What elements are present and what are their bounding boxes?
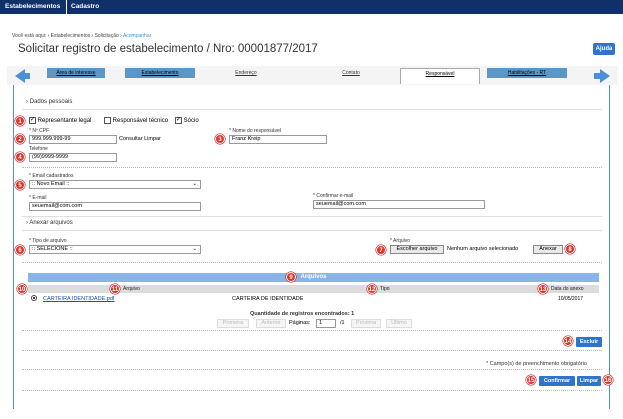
badge-3: 3 bbox=[215, 134, 225, 144]
tab-habilitacoes[interactable]: Habilitações - RT bbox=[487, 68, 567, 78]
cpf-label: * Nº CPF bbox=[29, 128, 50, 134]
row-tipo: CARTEIRA DE IDENTIDADE bbox=[232, 296, 304, 302]
escolher-arquivo-button[interactable]: Escolher arquivo bbox=[390, 245, 444, 254]
help-button[interactable]: Ajuda bbox=[593, 43, 615, 55]
tab-endereco[interactable]: Endereço bbox=[235, 70, 257, 76]
badge-1: 1 bbox=[15, 116, 25, 126]
first-page-button[interactable]: Primeira bbox=[217, 319, 249, 328]
excluir-button[interactable]: Excluir bbox=[576, 337, 602, 347]
section-anexar-arquivos[interactable]: › Anexar arquivos bbox=[26, 220, 73, 226]
next-page-button[interactable]: Próxima bbox=[351, 319, 381, 328]
section-anexar-label: Anexar arquivos bbox=[29, 220, 73, 226]
checkbox-representante-legal[interactable] bbox=[29, 117, 91, 124]
breadcrumb-link-1[interactable]: Estabelecimentos bbox=[50, 33, 91, 39]
tab-estabelecimento[interactable]: Estabelecimento bbox=[125, 68, 195, 78]
checkbox-unchecked-icon[interactable] bbox=[104, 117, 111, 124]
badge-11: 11 bbox=[110, 284, 120, 294]
dotted-divider bbox=[22, 330, 602, 331]
arquivo-label: * Arquivo bbox=[390, 238, 411, 244]
badge-6: 6 bbox=[15, 245, 25, 255]
select-value: :: SELECIONE :: bbox=[32, 246, 73, 252]
chevron-down-icon: ⌄ bbox=[192, 181, 197, 187]
dotted-divider bbox=[22, 369, 602, 370]
email-cadastrados-select[interactable] bbox=[29, 180, 201, 189]
badge-10: 10 bbox=[17, 284, 27, 294]
badge-15: 15 bbox=[526, 375, 536, 385]
checkbox-label: Sócio bbox=[183, 118, 199, 125]
nome-label: * Nome do responsável bbox=[229, 128, 281, 134]
select-value: :: Novo Email :: bbox=[32, 181, 70, 187]
divider bbox=[22, 109, 602, 110]
col-data[interactable]: Data do anexo bbox=[551, 286, 584, 292]
breadcrumb-link-2[interactable]: Solicitação bbox=[94, 33, 119, 39]
checkbox-label: Representante legal bbox=[37, 118, 92, 125]
col-arquivo[interactable]: Arquivo bbox=[123, 286, 140, 292]
telefone-input[interactable]: (99)9999-9999 bbox=[29, 153, 117, 162]
confirmar-button[interactable]: Confirmar bbox=[539, 376, 575, 386]
telefone-label: Telefone bbox=[29, 146, 48, 152]
consultar-button[interactable]: Consultar bbox=[119, 136, 143, 142]
page-number-input[interactable]: 1 bbox=[316, 319, 336, 328]
dotted-divider bbox=[22, 350, 602, 351]
page-total: /1 bbox=[340, 320, 345, 326]
badge-16: 16 bbox=[603, 375, 613, 385]
cpf-actions bbox=[119, 136, 161, 142]
row-data: 10/05/2017 bbox=[558, 296, 584, 302]
nav-estabelecimentos[interactable]: Estabelecimentos bbox=[5, 3, 61, 10]
breadcrumb-current[interactable]: Acompanhar bbox=[122, 33, 152, 39]
badge-5: 5 bbox=[15, 180, 25, 190]
row-radio-button[interactable] bbox=[31, 295, 37, 301]
checkbox-label: Responsável técnico bbox=[112, 118, 169, 125]
tab-area-interesse[interactable]: Área de interesse bbox=[47, 68, 105, 78]
previous-page-button[interactable]: Anterior bbox=[256, 319, 286, 328]
dotted-divider bbox=[22, 262, 602, 263]
checkbox-checked-icon[interactable]: ✓ bbox=[176, 117, 182, 123]
dotted-divider bbox=[22, 167, 602, 168]
email-input[interactable]: seuemail@com.com bbox=[29, 202, 201, 211]
top-nav-bar bbox=[0, 0, 623, 14]
confirm-email-input[interactable]: seuemail@com.com bbox=[313, 200, 485, 209]
section-dados-pessoais[interactable]: › Dados pessoais bbox=[26, 99, 73, 105]
col-tipo[interactable]: Tipo bbox=[380, 286, 390, 292]
tipo-arquivo-select[interactable] bbox=[29, 245, 201, 254]
last-page-button[interactable]: Último bbox=[386, 319, 412, 328]
previous-arrow-shaft bbox=[25, 73, 30, 79]
checkbox-checked-icon[interactable]: ✓ bbox=[30, 117, 36, 123]
chevron-down-icon: ⌄ bbox=[192, 246, 197, 252]
email-label: * E-mail bbox=[29, 195, 47, 201]
previous-step-arrow-icon[interactable] bbox=[15, 69, 25, 83]
badge-4: 4 bbox=[15, 152, 25, 162]
file-status-text: Nenhum arquivo selecionado bbox=[447, 246, 519, 252]
limpar-cpf-button[interactable]: Limpar bbox=[144, 136, 161, 142]
next-step-arrow-icon[interactable] bbox=[600, 69, 610, 83]
dotted-divider bbox=[22, 390, 602, 391]
anexar-button[interactable]: Anexar bbox=[533, 245, 563, 254]
tab-contato[interactable]: Contato bbox=[342, 70, 360, 76]
badge-2: 2 bbox=[15, 134, 25, 144]
checkbox-responsavel-tecnico[interactable] bbox=[104, 117, 168, 124]
grid-title-bar bbox=[28, 273, 599, 282]
tipo-arquivo-label: * Tipo de arquivo bbox=[29, 238, 67, 244]
cpf-input[interactable]: 999.999.999-99 bbox=[29, 135, 117, 144]
nome-input[interactable]: Franz Kreip bbox=[229, 135, 327, 144]
nav-divider bbox=[66, 0, 67, 14]
badge-12: 12 bbox=[367, 284, 377, 294]
checkbox-socio[interactable] bbox=[175, 117, 199, 124]
tab-responsavel[interactable]: Responsável bbox=[400, 68, 480, 84]
page-title: Solicitar registro de estabelecimento / Nro: 00001877/2017 bbox=[18, 43, 318, 55]
email-cadastrados-label: * Email cadastrados bbox=[29, 173, 74, 179]
confirm-email-label: * Confirmar e-mail bbox=[313, 193, 354, 199]
grid-title: Arquivos bbox=[300, 274, 327, 280]
breadcrumb-prefix: Você está aqui: bbox=[12, 33, 47, 39]
divider bbox=[22, 230, 602, 231]
badge-14: 14 bbox=[563, 336, 573, 346]
nav-cadastro[interactable]: Cadastro bbox=[71, 3, 100, 10]
divider bbox=[22, 216, 602, 217]
section-dados-pessoais-label: Dados pessoais bbox=[29, 99, 73, 105]
radio-dot-icon bbox=[33, 297, 35, 299]
required-note: * Campo(s) de preenchimento obrigatório bbox=[486, 361, 587, 367]
row-arquivo-link[interactable]: CARTEIRA IDENTIDADE.pdf bbox=[43, 296, 115, 302]
badge-13: 13 bbox=[538, 284, 548, 294]
limpar-button[interactable]: Limpar bbox=[577, 376, 601, 386]
next-arrow-shaft bbox=[594, 73, 600, 79]
breadcrumb: Você está aqui: › Estabelecimentos › Solicitação › Acompanhar bbox=[12, 33, 152, 39]
badge-8: 8 bbox=[565, 244, 575, 254]
badge-7: 7 bbox=[376, 245, 386, 255]
pages-label: Páginas: bbox=[289, 320, 311, 326]
record-count: Quantidade de registros encontrados: 1 bbox=[250, 311, 355, 317]
badge-9: 9 bbox=[286, 272, 296, 282]
